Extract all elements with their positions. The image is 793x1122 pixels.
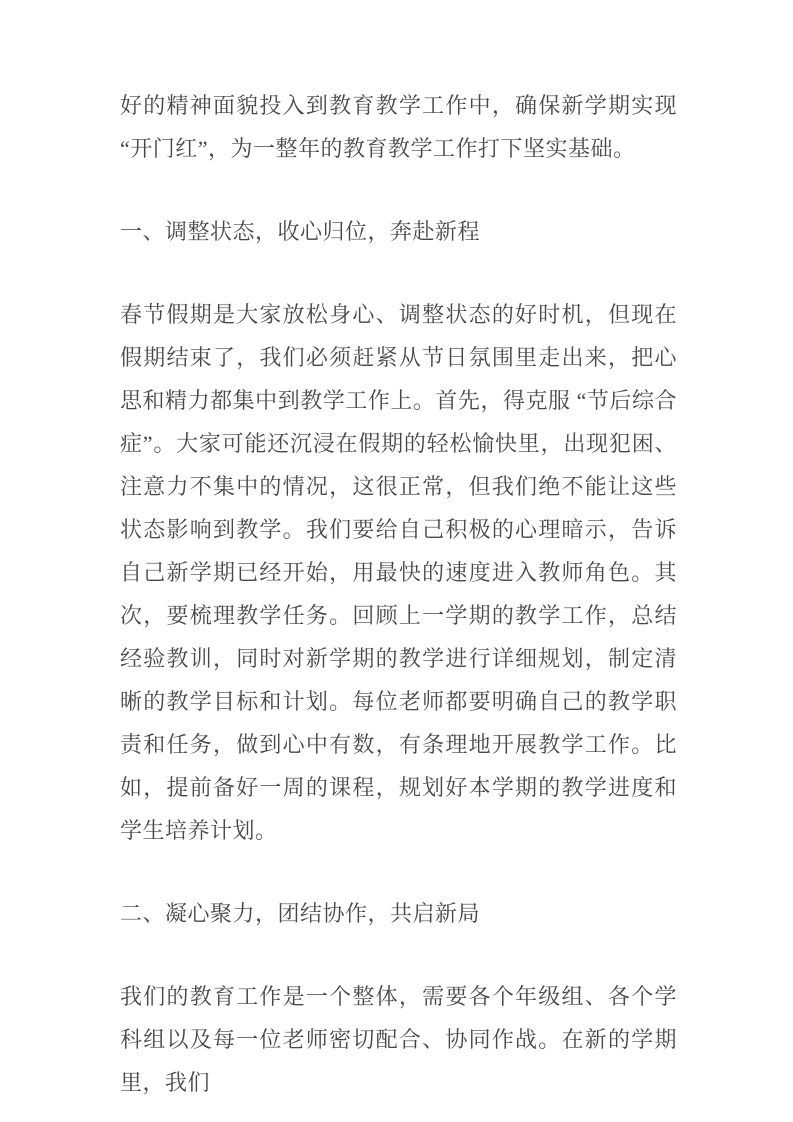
body-paragraph: 我们的教育工作是一个整体，需要各个年级组、各个学科组以及每一位老师密切配合、协同作战。在新的学期里，我们 bbox=[120, 984, 677, 1095]
body-paragraph: 好的精神面貌投入到教育教学工作中，确保新学期实现 “开门红”，为一整年的教育教学工作打下坚实基础。 bbox=[120, 93, 677, 161]
section-heading: 二、凝心聚力，团结协作，共启新局 bbox=[120, 901, 481, 926]
document-content bbox=[120, 84, 677, 1122]
section-heading: 一、调整状态，收心归位，奔赴新程 bbox=[120, 219, 481, 244]
body-paragraph: 春节假期是大家放松身心、调整状态的好时机，但现在假期结束了，我们必须赶紧从节日氛围里走出来，把心思和精力都集中到教学工作上。首先，得克服 “节后综合症”。大家可能还沉浸在假期的轻松愉快里，出现犯困、注意力不集中的情况，这很正常，但我们绝不能让这些状态影响到教学。我们要给自己积极的心理暗示，告诉自己新学期已经开始，用最快的速度进入教师角色。其次，要梳理教学任务。回顾上一学期的教学工作，总结经验教训，同时对新学期的教学进行详细规划，制定清晰的教学目标和计划。每位老师都要明确自己的教学职责和任务，做到心中有数，有条理地开展教学工作。比如，提前备好一周的课程，规划好本学期的教学进度和学生培养计划。 bbox=[120, 302, 677, 843]
